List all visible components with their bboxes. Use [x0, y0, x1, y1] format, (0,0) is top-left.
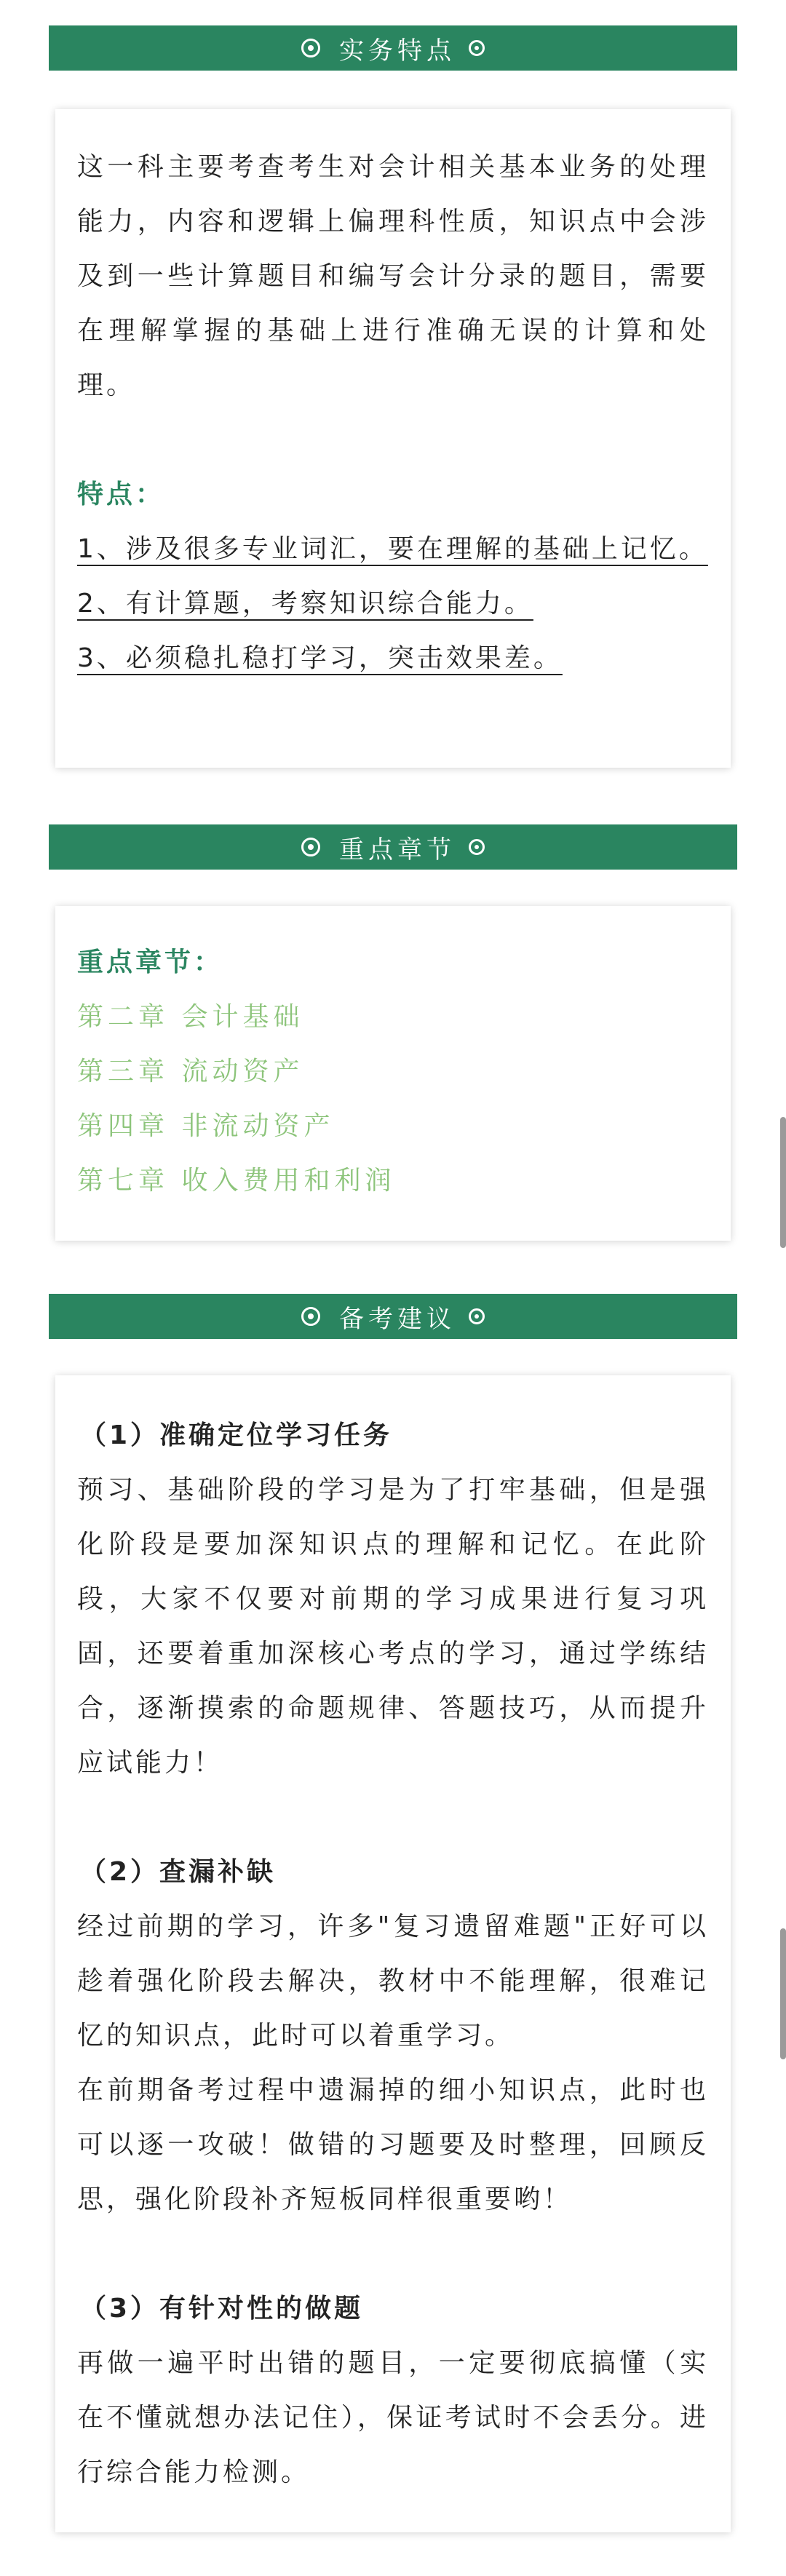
- section-header-exam-advice: [49, 1294, 737, 1339]
- feature-item: 1、涉及很多专业词汇，要在理解的基础上记忆。: [77, 534, 708, 564]
- circle-dot-icon: [301, 838, 320, 856]
- circle-dot-icon: [469, 1308, 485, 1324]
- section-header-key-chapters: [49, 824, 737, 870]
- advice-paragraph: 经过前期的学习，许多"复习遗留难题"正好可以趁着强化阶段去解决，教材中不能理解，很难记忆的知识点，此时可以着重学习。: [77, 1912, 709, 2051]
- chapter-item: 第三章 流动资产: [77, 1057, 304, 1086]
- scroll-indicator[interactable]: [780, 1117, 786, 1248]
- circle-dot-icon: [469, 839, 485, 855]
- section-title: 备考建议: [339, 1304, 456, 1334]
- section-title: 实务特点: [339, 36, 456, 65]
- circle-dot-icon: [469, 40, 485, 56]
- section-title: 重点章节: [339, 835, 456, 864]
- exam-advice-card: [55, 1375, 731, 2532]
- advice-paragraph: 在前期备考过程中遗漏掉的细小知识点，此时也可以逐一攻破！做错的习题要及时整理，回顾反思，强化阶段补齐短板同样很重要哟！: [77, 2075, 709, 2214]
- scroll-indicator[interactable]: [780, 1928, 786, 2059]
- features-label: 特点：: [77, 480, 165, 509]
- chapter-item: 第七章 收入费用和利润: [77, 1166, 396, 1196]
- advice-paragraph: 再做一遍平时出错的题目，一定要彻底搞懂（实在不懂就想办法记住），保证考试时不会丢分。进行综合能力检测。: [77, 2348, 709, 2487]
- practice-features-card: [55, 109, 731, 768]
- intro-paragraph: 这一科主要考查考生对会计相关基本业务的处理能力，内容和逻辑上偏理科性质，知识点中会涉及到一些计算题目和编写会计分录的题目，需要在理解掌握的基础上进行准确无误的计算和处理。: [77, 152, 709, 400]
- feature-item: 2、有计算题，考察知识综合能力。: [77, 589, 533, 619]
- feature-item: 3、必须稳扎稳打学习，突击效果差。: [77, 643, 563, 673]
- key-chapters-card: [55, 906, 731, 1241]
- chapters-label: 重点章节：: [77, 947, 223, 977]
- chapter-item: 第二章 会计基础: [77, 1002, 304, 1032]
- advice-heading: （1）准确定位学习任务: [80, 1420, 393, 1450]
- circle-dot-icon: [301, 1307, 320, 1326]
- chapter-item: 第四章 非流动资产: [77, 1111, 335, 1141]
- section-header-practice-features: [49, 25, 737, 71]
- advice-heading: （2）查漏补缺: [80, 1857, 277, 1887]
- advice-heading: （3）有针对性的做题: [80, 2294, 364, 2323]
- advice-paragraph: 预习、基础阶段的学习是为了打牢基础，但是强化阶段是要加深知识点的理解和记忆。在此阶段，大家不仅要对前期的学习成果进行复习巩固，还要着重加深核心考点的学习，通过学练结合，逐渐摸索的命题规律、答题技巧，从而提升应试能力！: [77, 1475, 709, 1778]
- circle-dot-icon: [301, 39, 320, 57]
